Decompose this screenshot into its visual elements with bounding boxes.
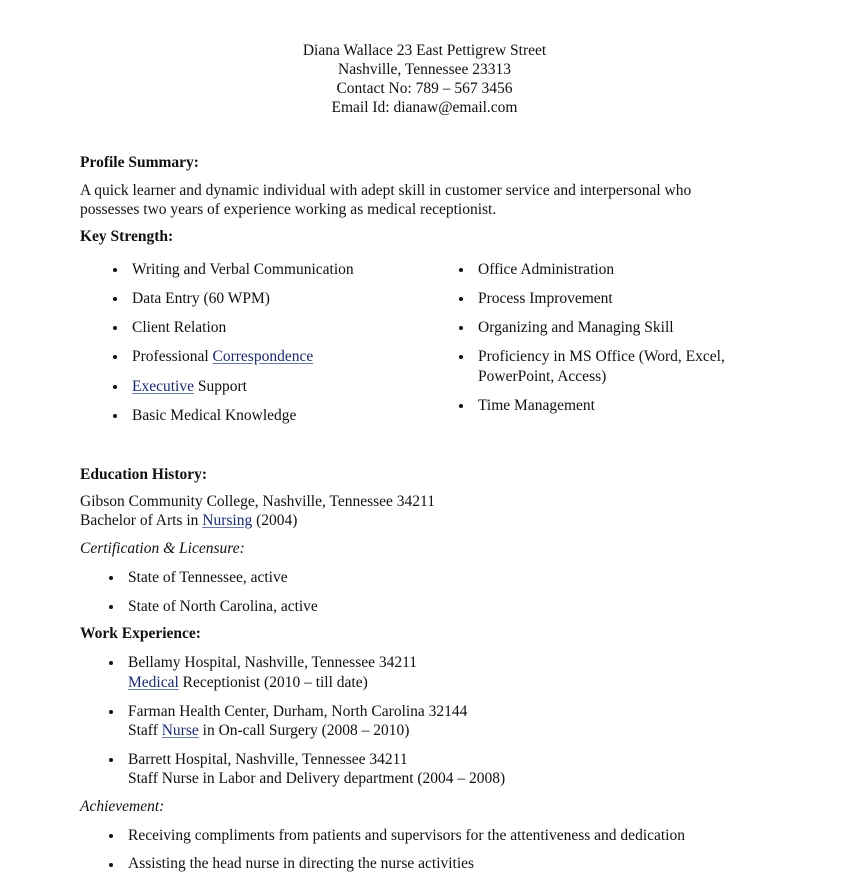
achievement-heading: Achievement: <box>80 798 165 815</box>
bullet-dot <box>459 404 463 408</box>
contact-header <box>0 41 849 117</box>
degree-line <box>80 511 297 531</box>
degree-text: Bachelor of Arts in <box>80 512 203 529</box>
education-heading: Education History: <box>80 466 208 483</box>
bullet-dot <box>113 414 117 418</box>
job-title <box>128 721 409 741</box>
strength-text: Support <box>193 378 247 395</box>
email-line: Email Id: dianaw@email.com <box>331 99 518 116</box>
job-title-text: in On-call Surgery (2008 – 2010) <box>198 722 410 739</box>
key-strength-heading: Key Strength: <box>80 228 174 245</box>
strength-item: Proficiency in MS Office (Word, Excel, <box>478 348 725 365</box>
correspondence-link[interactable]: Correspondence <box>212 348 314 365</box>
strength-item: Basic Medical Knowledge <box>132 407 297 424</box>
strength-item-cont: PowerPoint, Access) <box>478 368 607 385</box>
job-title-text: Receptionist (2010 – till date) <box>178 674 368 691</box>
contact-number: Contact No: 789 – 567 3456 <box>336 80 513 97</box>
achievement-item: Assisting the head nurse in directing the nurse activities <box>128 855 475 872</box>
strength-item: Organizing and Managing Skill <box>478 319 674 336</box>
bullet-dot <box>459 326 463 330</box>
city-line: Nashville, Tennessee 23313 <box>338 61 511 78</box>
strength-item <box>132 377 247 397</box>
work-heading: Work Experience: <box>80 625 201 642</box>
profile-line-2: possesses two years of experience working as medical receptionist. <box>80 201 497 218</box>
degree-year: (2004) <box>252 512 298 529</box>
nursing-link[interactable]: Nursing <box>202 512 253 529</box>
bullet-dot <box>109 605 113 609</box>
achievement-item: Receiving compliments from patients and supervisors for the attentiveness and dedication <box>128 827 685 844</box>
strength-item: Time Management <box>478 397 595 414</box>
job-employer: Bellamy Hospital, Nashville, Tennessee 34211 <box>128 654 418 671</box>
bullet-dot <box>109 834 113 838</box>
strength-item: Process Improvement <box>478 290 613 307</box>
job-employer: Farman Health Center, Durham, North Carolina 32144 <box>128 703 468 720</box>
job-employer: Barrett Hospital, Nashville, Tennessee 34211 <box>128 751 408 768</box>
bullet-dot <box>459 355 463 359</box>
strength-item <box>132 347 313 367</box>
school-line: Gibson Community College, Nashville, Tennessee 34211 <box>80 493 435 510</box>
job-title-text: Staff <box>128 722 162 739</box>
strength-item: Client Relation <box>132 319 227 336</box>
profile-line-1: A quick learner and dynamic individual with adept skill in customer service and interpersonal who <box>80 182 692 199</box>
strength-item: Data Entry (60 WPM) <box>132 290 270 307</box>
cert-item: State of Tennessee, active <box>128 569 288 586</box>
job-title <box>128 673 368 693</box>
bullet-dot <box>459 268 463 272</box>
profile-heading: Profile Summary: <box>80 154 199 171</box>
bullet-dot <box>113 355 117 359</box>
bullet-dot <box>459 297 463 301</box>
bullet-dot <box>113 326 117 330</box>
job-title: Staff Nurse in Labor and Delivery department (2004 – 2008) <box>128 770 506 787</box>
strength-text: Professional <box>132 348 213 365</box>
strength-item: Office Administration <box>478 261 615 278</box>
bullet-dot <box>113 297 117 301</box>
bullet-dot <box>109 758 113 762</box>
nurse-link[interactable]: Nurse <box>161 722 199 739</box>
bullet-dot <box>109 661 113 665</box>
cert-item: State of North Carolina, active <box>128 598 318 615</box>
executive-link[interactable]: Executive <box>132 378 194 395</box>
strength-item: Writing and Verbal Communication <box>132 261 354 278</box>
bullet-dot <box>109 710 113 714</box>
certification-heading: Certification & Licensure: <box>80 540 245 557</box>
bullet-dot <box>109 576 113 580</box>
bullet-dot <box>113 385 117 389</box>
bullet-dot <box>113 268 117 272</box>
medical-link[interactable]: Medical <box>128 674 179 691</box>
name-address: Diana Wallace 23 East Pettigrew Street <box>302 42 547 59</box>
